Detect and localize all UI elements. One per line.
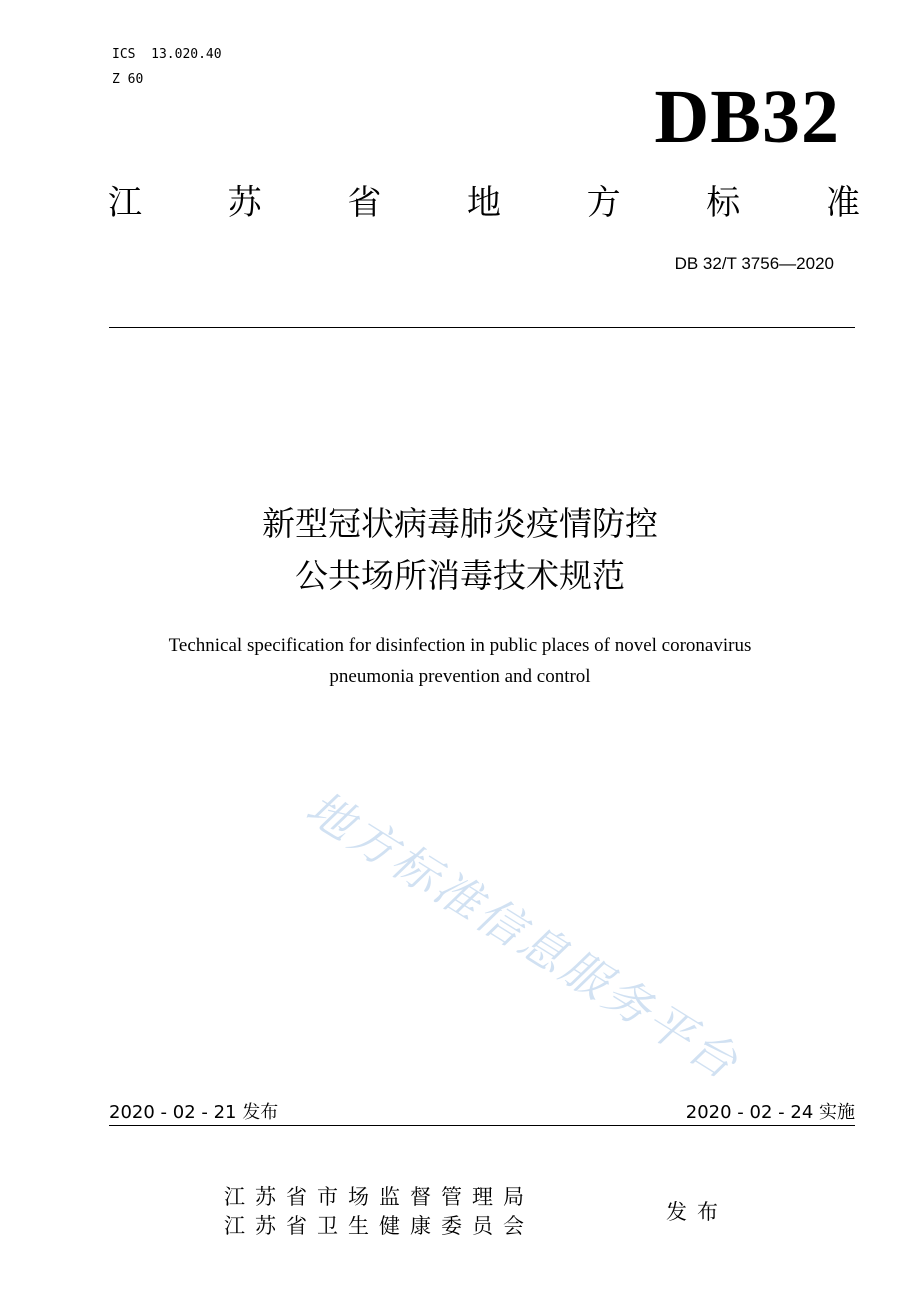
standard-category-char: 江: [108, 183, 142, 223]
bottom-divider: [109, 1125, 855, 1126]
standard-category-char: 标: [706, 183, 741, 223]
issue-date: 2020 - 02 - 21 发布: [109, 1102, 279, 1123]
standard-category-char: 准: [825, 183, 860, 223]
chinese-title-line-2: 公共场所消毒技术规范: [295, 556, 625, 595]
chinese-title: [60, 498, 860, 602]
standard-mark: DB32: [654, 75, 840, 159]
publish-label: 发布: [666, 1200, 728, 1224]
issuer-health-commission: 江苏省卫生健康委员会: [224, 1214, 534, 1238]
chinese-title-line-1: 新型冠状病毒肺炎疫情防控: [262, 504, 658, 543]
standard-category-char: 方: [586, 183, 621, 223]
english-title-line-2: pneumonia prevention and control: [329, 666, 591, 687]
standard-number: DB 32/T 3756—2020: [674, 254, 834, 273]
top-divider: [109, 327, 855, 328]
watermark: 地方标准信息服务平台: [297, 780, 750, 1091]
english-title-line-1: Technical specification for disinfection in public places of novel coronavirus: [168, 635, 752, 656]
ics-code: ICS 13.020.40: [112, 47, 222, 62]
standard-category-char: 地: [466, 183, 501, 223]
implementation-date: 2020 - 02 - 24 实施: [685, 1102, 855, 1123]
standard-category-char: 省: [347, 183, 382, 223]
standard-category: [108, 178, 860, 228]
issuer-market-regulation: 江苏省市场监督管理局: [224, 1185, 534, 1209]
standard-category-char: 苏: [227, 183, 262, 223]
ccs-code: Z 60: [112, 72, 144, 87]
english-title: [60, 630, 860, 692]
